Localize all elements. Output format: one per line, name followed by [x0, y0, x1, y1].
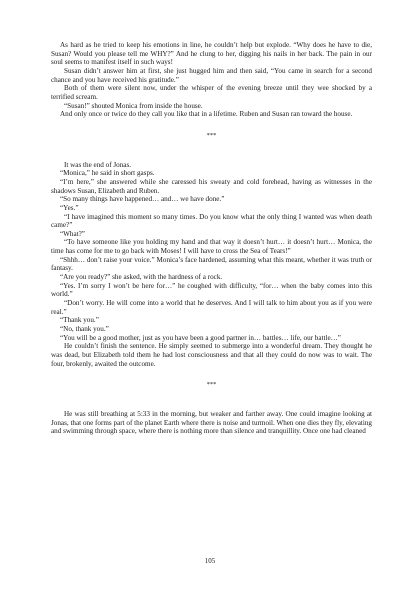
paragraph: “I’m here,” she answered while she caressed his sweaty and cold forehead, having as witnesses in the shadows Susan, Elizabeth and Ruben.	[51, 177, 372, 195]
paragraph: “To have someone like you holding my hand and that way it doesn’t hurt… it doesn’t hurt… Monica, the time has come for me to go back with Moses! I will have to cross the Sea of Tears!”	[51, 238, 372, 256]
page-number: 105	[204, 557, 216, 565]
paragraph: He was still breathing at 5:33 in the morning, but weaker and farther away. One could imagine looking at Jonas, that one forms part of the planet Earth where there is noise and turmoil. When one dies they fly, elevating and swimming through space, where there is nothing more than silence and tranquillity. Once one had cleaned	[51, 409, 372, 436]
paragraph: “Don’t worry. He will come into a world that he deserves. And I will talk to him about you as if you were real.”	[51, 299, 372, 316]
paragraph: “Monica,” he said in short gasps.	[60, 169, 155, 178]
paragraph: He couldn’t finish the sentence. He simply seemed to submerge into a wonderful dream. They thought he was dead, but Elizabeth told them he had lost consciousness and that all they could do now was to wait. The four, brokenly, awaited the outcome.	[51, 342, 372, 368]
paragraph: “So many things have happened… and… we have done.”	[60, 195, 225, 204]
paragraph: “Yes.”	[60, 203, 79, 212]
paragraph: “You will be a good mother, just as you have been a good partner in… battles… life, our battle…”	[60, 333, 341, 342]
body-text	[51, 41, 372, 436]
section-separator: ***	[206, 131, 217, 139]
paragraph: “What?”	[60, 229, 85, 238]
paragraph: “No, thank you.”	[60, 325, 109, 334]
paragraph: Both of them were silent now, under the whisper of the evening breeze until they wee shocked by a terrified scream.	[51, 84, 372, 101]
section-separator: ***	[206, 381, 217, 389]
paragraph: “Thank you.”	[60, 316, 99, 325]
paragraph: “Susan!” shouted Monica from inside the house.	[64, 101, 203, 110]
paragraph: And only once or twice do they call you like that in a lifetime. Ruben and Susan ran toward the house.	[60, 110, 353, 119]
paragraph: It was the end of Jonas.	[64, 160, 132, 169]
paragraph: “Yes. I’m sorry I won’t be here for…” he coughed with difficulty, “for… when the baby comes into this world.”	[51, 281, 372, 299]
paragraph: “Are you ready?” she asked, with the hardness of a rock.	[60, 273, 223, 282]
paragraph: “I have imagined this moment so many times. Do you know what the only thing I wanted was when death came?”	[51, 212, 372, 230]
paragraph: “Shhh… don’t raise your voice.” Monica’s face hardened, assuming what this meant, whether it was truth or fantasy.	[51, 255, 372, 273]
paragraph: As hard as he tried to keep his emotions in line, he couldn’t help but explode. “Why does he have to die, Susan? Would you please tell me WHY?” And he clung to her, digging his nails in her back. The pain in our soul seems to manifest itself in such ways!	[51, 41, 372, 67]
paragraph: Susan didn’t answer him at first, she just hugged him and then said, “You came in search for a second chance and you have received his gratitude.”	[51, 66, 372, 84]
